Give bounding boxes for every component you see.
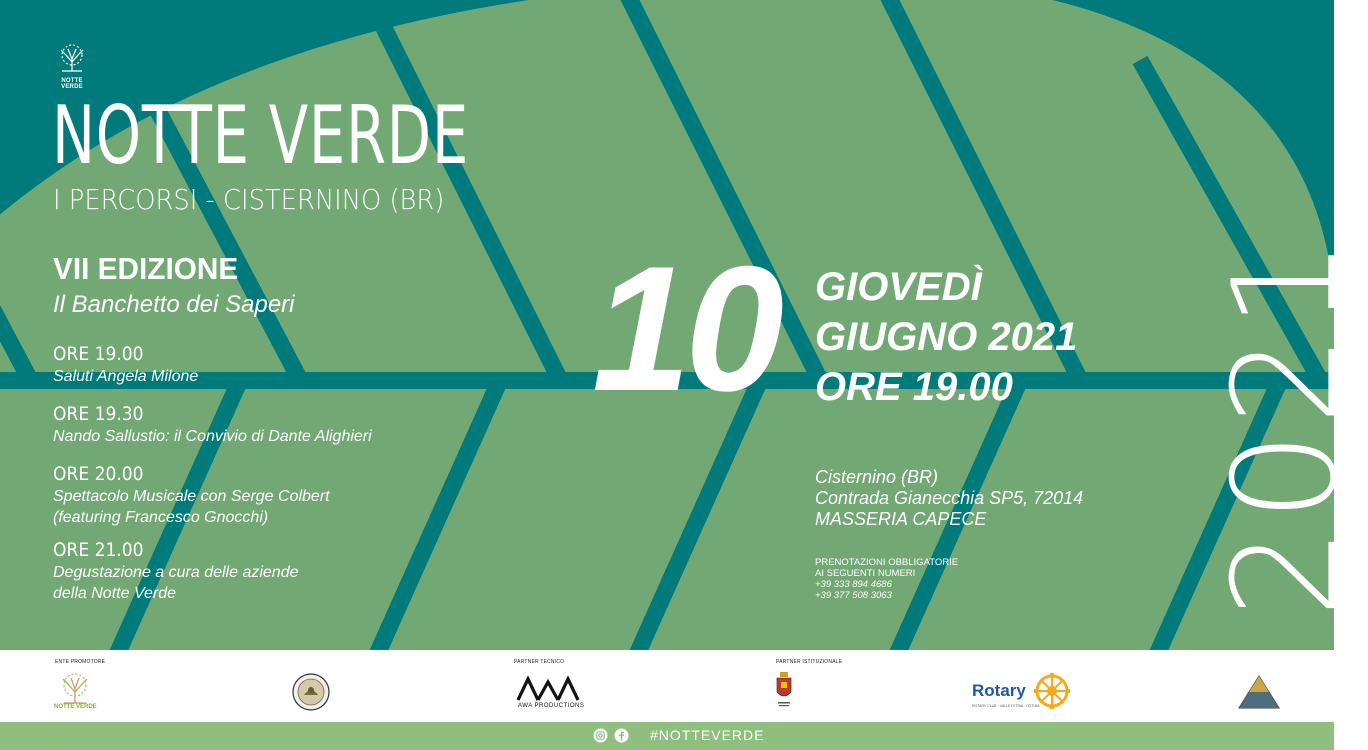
footer-bar: [0, 722, 1334, 750]
municipal-crest-icon: [776, 672, 792, 708]
notte-verde-logo: [52, 44, 92, 90]
venue-line: Cisternino (BR): [815, 467, 939, 487]
program-desc: Spettacolo Musicale con Serge Colbert: [53, 488, 330, 505]
sponsor-band: [0, 650, 1334, 722]
subtitle: I PERCORSI - CISTERNINO (BR): [53, 183, 445, 216]
program-time: ORE 19.00: [53, 343, 144, 365]
page-title: NOTTE VERDE: [52, 89, 469, 182]
program-desc: Saluti Angela Milone: [53, 368, 199, 385]
promoter-tree-icon: [58, 672, 92, 704]
program-desc: della Notte Verde: [53, 585, 177, 602]
facebook-icon[interactable]: [614, 728, 629, 743]
program-desc: Degustazione a cura delle aziende: [53, 564, 299, 581]
booking-line: PRENOTAZIONI OBBLIGATORIE: [815, 557, 959, 568]
year-vertical: 2021: [1203, 232, 1368, 618]
booking-info: [815, 557, 958, 601]
program-item: [53, 345, 198, 387]
awa-logo-icon: [516, 676, 580, 702]
pyramid-logo-icon: [1237, 674, 1281, 710]
rotary-wordmark: Rotary: [972, 681, 1026, 700]
booking-phone[interactable]: +39 333 894 4686: [815, 579, 892, 590]
venue-line: Contrada Gianecchia SP5, 72014: [815, 488, 1084, 508]
instagram-icon[interactable]: [593, 728, 608, 743]
booking-phone[interactable]: +39 377 508 3063: [815, 590, 892, 601]
hashtag-link[interactable]: #NOTTEVERDE: [650, 727, 765, 743]
logo-label: NOTTE VERDE: [61, 78, 83, 90]
program-time: ORE 20.00: [53, 463, 144, 485]
institutional-partner-label: PARTNER ISTITUZIONALE: [776, 659, 843, 665]
edition-tagline: Il Banchetto dei Saperi: [53, 291, 295, 318]
program-item: [53, 405, 372, 447]
program-desc: (featuring Francesco Gnocchi): [53, 509, 269, 526]
booking-line: AI SEGUENTI NUMERI: [815, 568, 916, 579]
rotary-subtitle: ROTARY CLUB · VALLE D'ITRIA · OSTUNI: [972, 704, 1040, 708]
program-item: [53, 465, 330, 528]
edition-heading: VII EDIZIONE: [53, 251, 239, 286]
date-month-year: GIUGNO 2021: [815, 315, 1078, 359]
date-block: [815, 262, 1077, 412]
date-time: ORE 19.00: [815, 365, 1013, 409]
venue-line: MASSERIA CAPECE: [815, 509, 987, 529]
program-time: ORE 21.00: [53, 539, 144, 561]
promoter-label: ENTE PROMOTORE: [55, 659, 106, 665]
association-seal-icon: [292, 673, 330, 711]
awa-logo-sub: AWA PRODUCTIONS: [518, 703, 585, 709]
program-time: ORE 19.30: [53, 403, 144, 425]
tech-partner-label: PARTNER TECNICO: [514, 659, 565, 665]
promoter-logo-label: NOTTE VERDE: [54, 704, 97, 710]
date-weekday: GIOVEDÌ: [815, 265, 982, 309]
day-number: 10: [592, 229, 778, 428]
tree-icon: [56, 44, 88, 72]
program-item: [53, 541, 299, 604]
venue-address: [815, 467, 1083, 530]
program-desc: Nando Sallustio: il Convivio di Dante Alighieri: [53, 428, 372, 445]
